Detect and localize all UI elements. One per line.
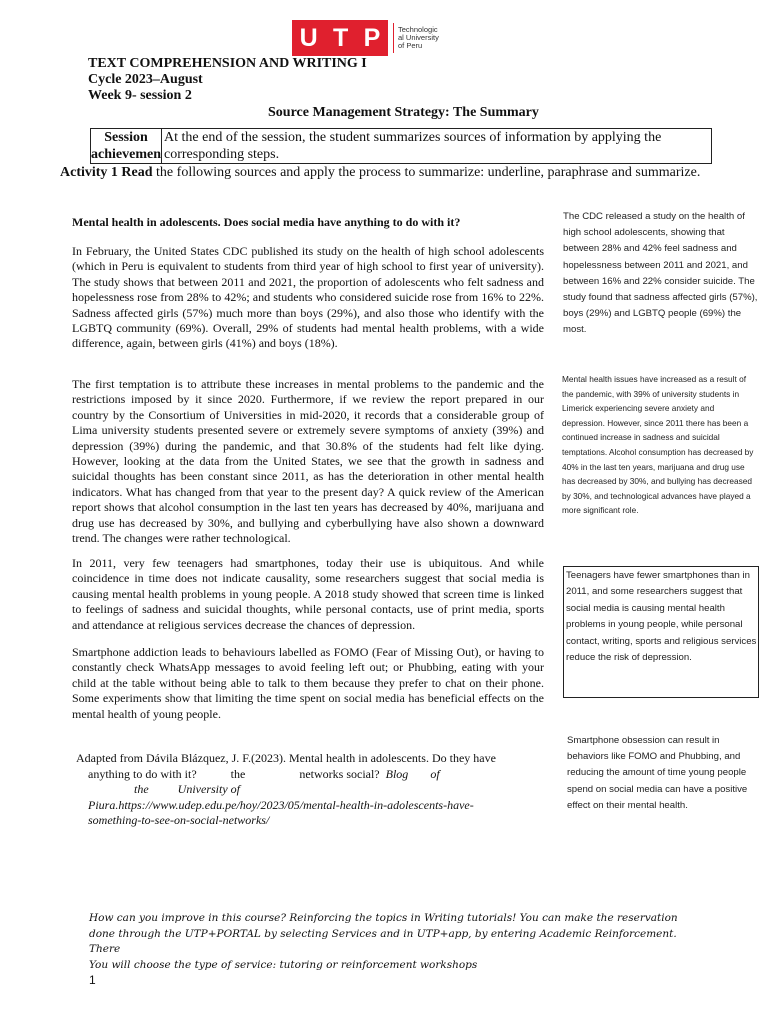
- logo-letter: P: [363, 23, 381, 52]
- summary-note: Smartphone obsession can result in behaviors like FOMO and Phubbing, and reducing the amount of time young people spend on social media can have a positive effect on their mental health.: [567, 735, 748, 811]
- article-title: Mental health in adolescents. Does social media have anything to do with it?: [72, 215, 461, 229]
- logo-letter: T: [333, 23, 349, 52]
- activity-label: Activity 1 Read: [60, 165, 153, 180]
- utp-logo-mark: [292, 20, 388, 56]
- achievement-label: Session achievemen: [91, 130, 161, 162]
- course-cycle: Cycle 2023–August: [88, 72, 203, 87]
- course-header: [88, 56, 367, 104]
- summary-note-boxed: Teenagers have fewer smartphones than in 2011, and some researchers suggest that social media is causing mental health problems in young people, while personal contact, writing, sports and religious services reduce the risk of depression.: [563, 566, 759, 698]
- achievement-text: At the end of the session, the student summarizes sources of information by applying the corresponding steps.: [164, 130, 662, 162]
- logo-divider: [393, 23, 394, 53]
- course-title: TEXT COMPREHENSION AND WRITING I: [88, 56, 367, 71]
- page-subtitle: Source Management Strategy: The Summary: [268, 105, 539, 120]
- session-achievement-box: [90, 128, 712, 164]
- page-number: 1: [89, 973, 96, 987]
- footer-note: How can you improve in this course? Reinforcing the topics in Writing tutorials! You can make the reservation done through the UTP+PORTAL by selecting Services and in UTP+app, by entering Academic Reinforcement. There You will choose the type of service: tutoring or reinforcement workshops: [89, 912, 678, 971]
- logo-tagline: Technologic al University of Peru: [398, 25, 439, 50]
- source-citation: Adapted from Dávila Blázquez, J. F.(2023). Mental health in adolescents. Do they have anything to do with it? the networks social? Blog of the University of Piura.https://www.udep.edu.pe/hoy/2023/05/mental-health-in-adolescents-have- something-to-see-on-social-networks/: [76, 751, 496, 827]
- article-paragraph: In 2011, very few teenagers had smartphones, today their use is ubiquitous. And while coincidence in time does not indicate causality, some researchers suggest that social media is causing mental health problems in young people. A 2018 study showed that screen time is linked to feelings of sadness and suicidal thoughts, while personal contacts, use of print media, sports and attendance at religious services decrease the chances of depression.: [72, 556, 544, 632]
- activity-text: the following sources and apply the process to summarize: underline, paraphrase and summarize.: [152, 165, 701, 180]
- summary-note: The CDC released a study on the health of high school adolescents, showing that between 28% and 42% feel sadness and hopelessness between 2011 and 2021, and between 16% and 22% consider suicide. The study found that sadness affected girls (57%), boys (29%) and LGBTQ people (69%) the most.: [563, 211, 758, 336]
- article-paragraph: The first temptation is to attribute these increases in mental problems to the pandemic and the restrictions imposed by it since 2020. Furthermore, if we review the report prepared in our country by the Consortium of Universities in mid-2020, it records that a considerable group of Lima university students presented severe or extremely severe symptoms of anxiety (39%) and depression (39%) during the pandemic, and that 30.8% of the students had felt like dying. However, looking at the data from the United States, we see that the growth in sadness and suicidal thoughts has been constant since 2011, as has the deterioration in other mental health indicators. What has changed from that year to the present day? A quick review of the American report shows that alcohol consumption in the last ten years has decreased by 40%, marijuana and drug use has decreased by 30%, and bullying and cyberbullying have also shown a downward trend. The changes were rather technological.: [72, 377, 544, 546]
- utp-logo: [292, 20, 448, 56]
- summary-note: Mental health issues have increased as a result of the pandemic, with 39% of university students in Limerick experiencing severe anxiety and depression. However, since 2011 there has been a continued increase in sadness and suicidal temptations. Alcohol consumption has decreased by 40% in the last ten years, marijuana and drug use has decreased by 30%, and bullying has decreased by 30%, and technological advances have played a more significant role.: [562, 374, 754, 516]
- logo-letter: U: [299, 23, 318, 52]
- course-week: Week 9- session 2: [88, 88, 192, 103]
- activity-instruction: [60, 165, 700, 181]
- article-paragraph: Smartphone addiction leads to behaviours labelled as FOMO (Fear of Missing Out), or having to constantly check WhatsApp messages to avoid feeling left out; or Phubbing, eating with your child at the table without being able to talk to them because they prefer to chat on their phone. Some experiments show that limiting the time spent on social media has beneficial effects on the mental health of young people.: [72, 645, 544, 721]
- citation-url[interactable]: https://www.udep.edu.pe/hoy/2023/05/mental-health-in-adolescents-have-: [118, 797, 474, 812]
- article-paragraph: In February, the United States CDC published its study on the health of high school adolescents (which in Peru is equivalent to students from third year of high school to first year of university). The study shows that between 2011 and 2021, the proportion of adolescents who felt sadness and hopelessness rose from 28% to 42%; and students who considered suicide rose from 16% to 22%. Sadness affected girls (57%) much more than boys (29%), and also those who identify with the LGBTQ community (69%). Overall, 29% of students had mental health problems, with a wide difference, again, between girls (41%) and boys (18%).: [72, 244, 544, 351]
